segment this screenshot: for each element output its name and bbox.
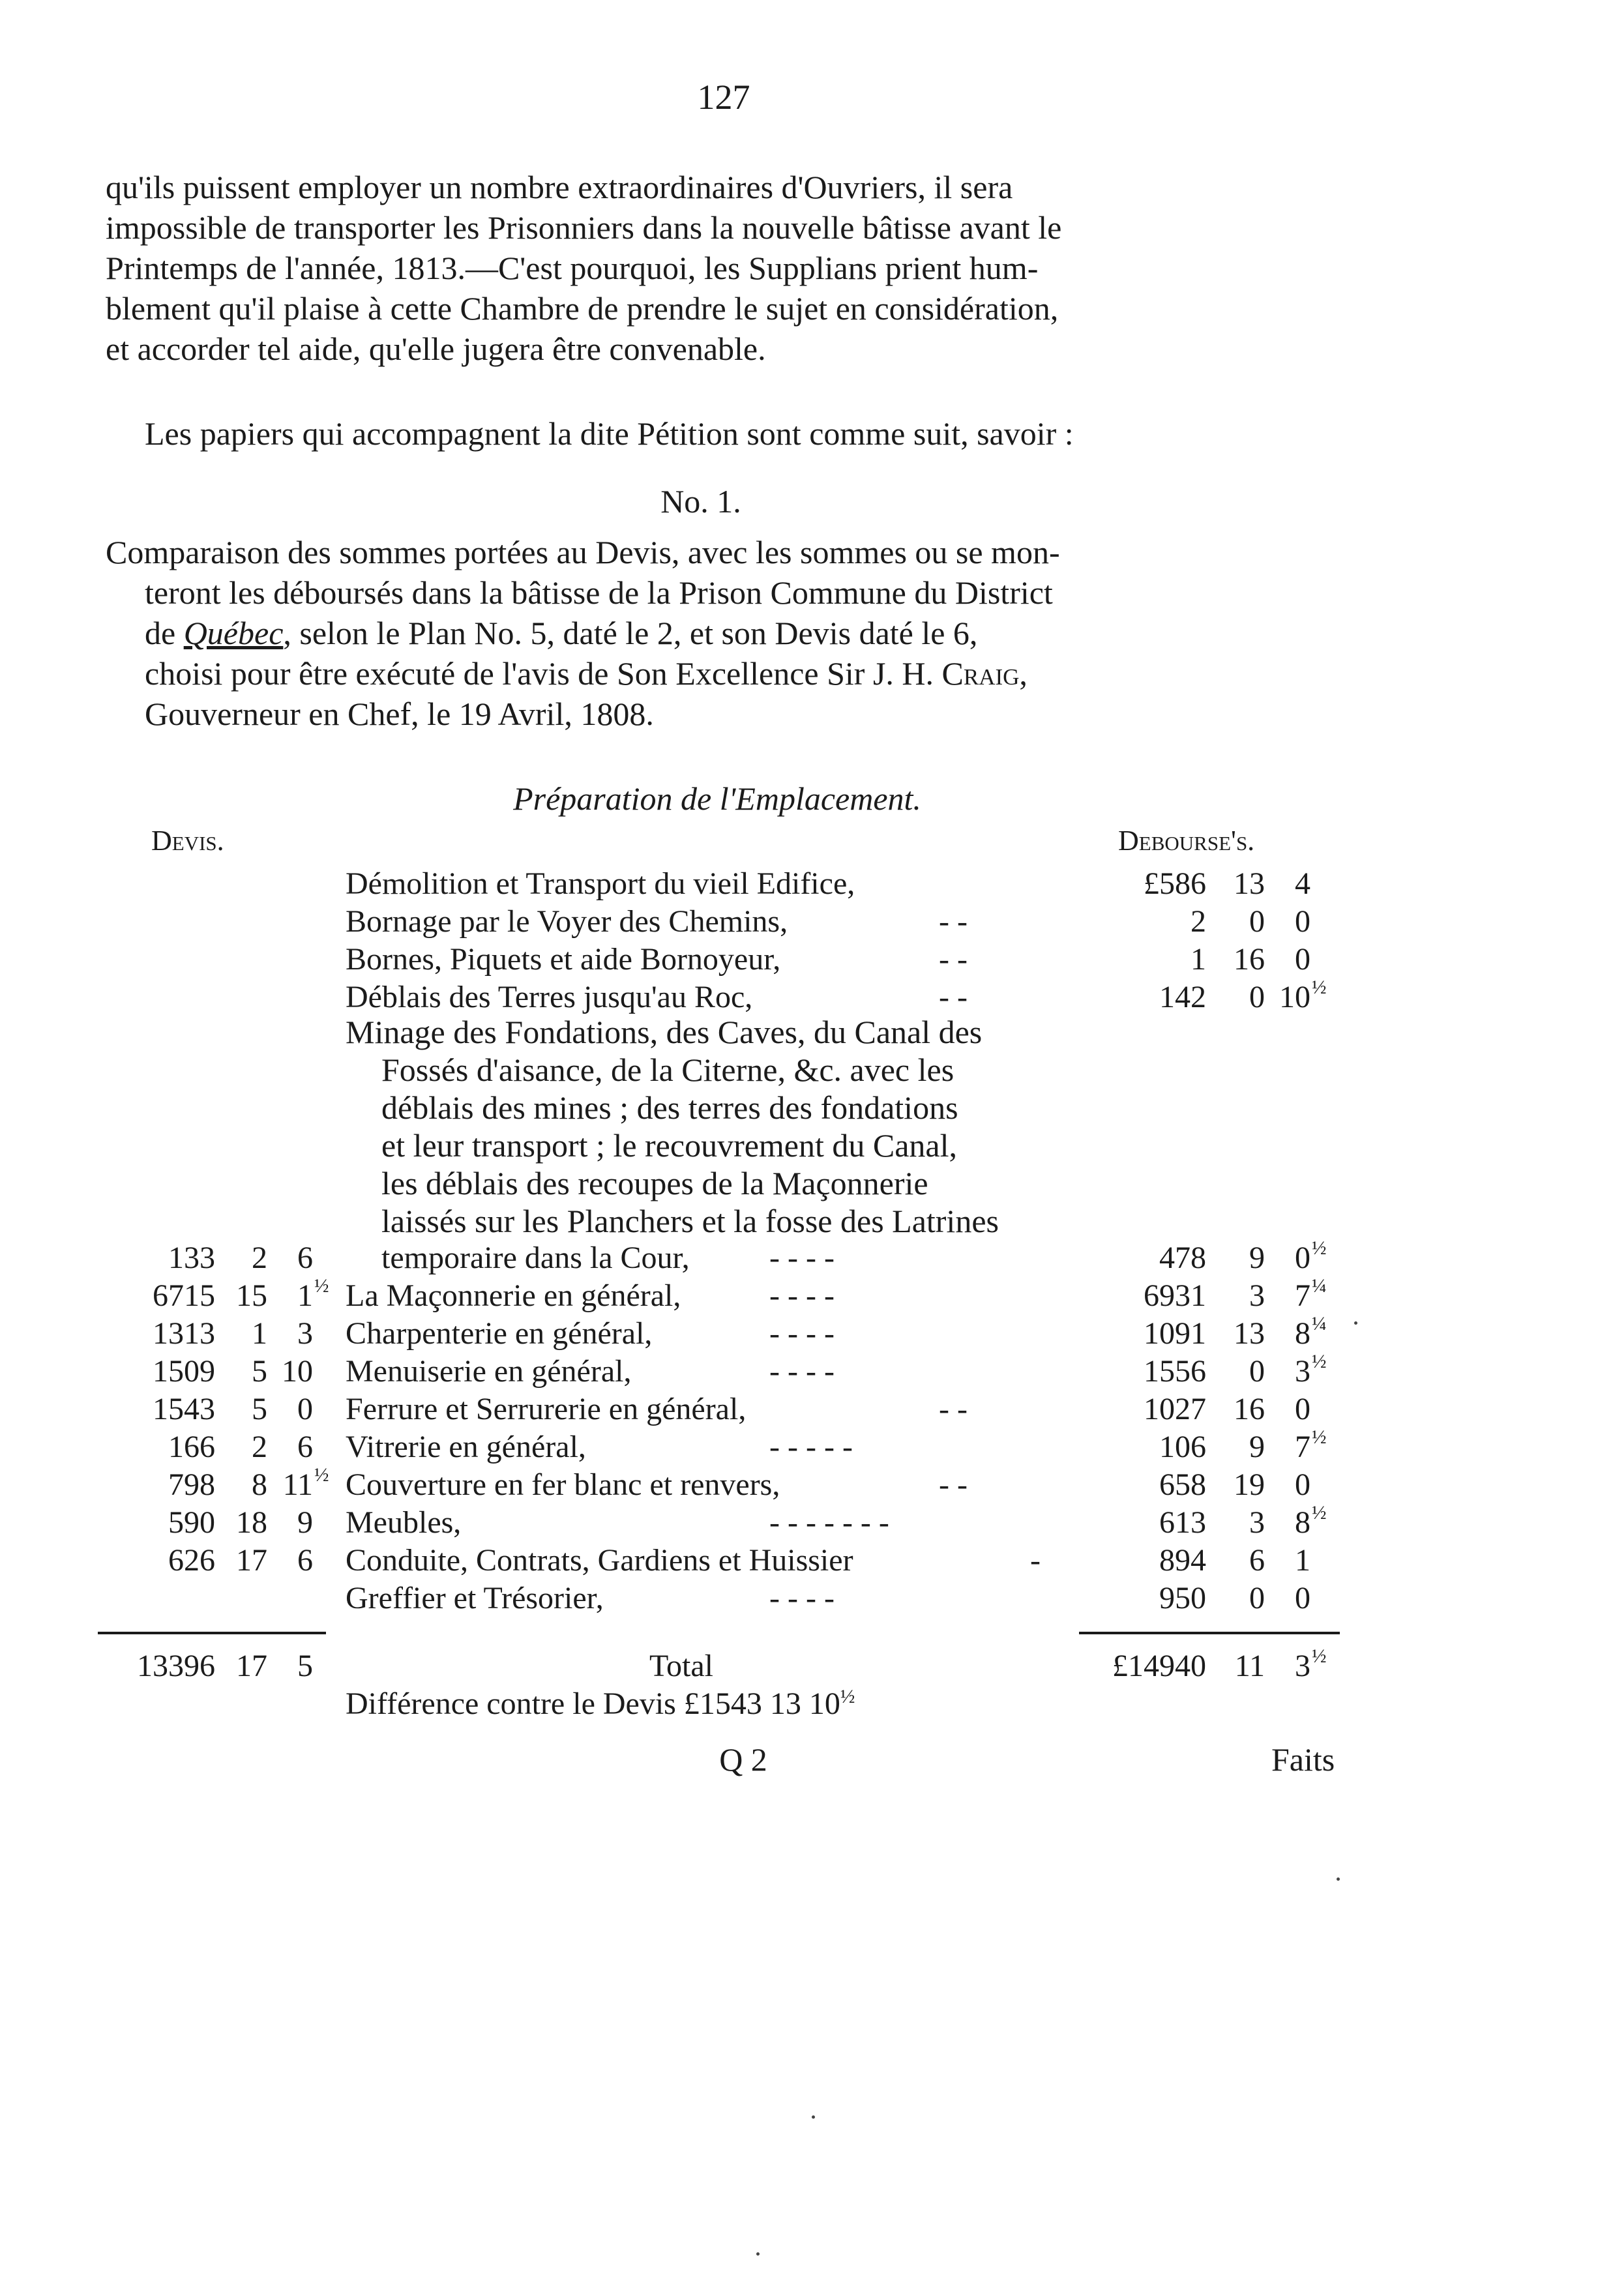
devis-shillings: 5 [252, 1392, 267, 1426]
debourse-pence: 0 [1295, 1241, 1310, 1275]
debourse-pence: 0 [1295, 1581, 1310, 1615]
catchword: Faits [1271, 1741, 1335, 1778]
row-description: Démolition et Transport du vieil Edifice, [346, 866, 855, 901]
debourse-pence: 1 [1295, 1543, 1310, 1578]
row-leader-dashes: - - [939, 1467, 968, 1502]
paragraph-line-3: Printemps de l'année, 1813.—C'est pourquoi, les Supplians prient hum- [106, 250, 1039, 286]
debourse-fraction: ½ [1312, 1351, 1327, 1372]
total-label: Total [649, 1649, 713, 1683]
row-description: Meubles, [346, 1505, 462, 1540]
minage-line-1: Minage des Fondations, des Caves, du Canal des [346, 1014, 983, 1050]
debourse-pounds: £586 [1144, 866, 1206, 901]
debourse-shillings: 3 [1249, 1505, 1265, 1540]
devis-pounds: 1509 [153, 1354, 215, 1389]
paragraph-line-5: et accorder tel aide, qu'elle jugera être convenable. [106, 331, 766, 367]
debourse-pence: 0 [1295, 942, 1310, 977]
row-description: Charpenterie en général, [346, 1316, 653, 1351]
debourse-shillings: 0 [1249, 980, 1265, 1014]
place-name: Québec [183, 615, 284, 651]
row-leader-dashes: - - [939, 980, 968, 1014]
document-number: No. 1. [660, 483, 741, 520]
devis-pounds: 133 [168, 1241, 215, 1275]
minage-line-3: déblais des mines ; des terres des fondations [381, 1089, 958, 1126]
row-description: Couverture en fer blanc et renvers, [346, 1467, 780, 1502]
row-leader-dashes: - - - - [769, 1278, 835, 1313]
debourse-fraction: ½ [1312, 1502, 1327, 1523]
comparison-line-3 [145, 614, 977, 652]
row-description: La Maçonnerie en général, [346, 1278, 681, 1313]
minage-line-6: laissés sur les Planchers et la fosse des Latrines [381, 1203, 999, 1239]
row-description: temporaire dans la Cour, [381, 1241, 690, 1275]
debourse-pounds: 6931 [1144, 1278, 1206, 1313]
debourses-header: Debourse's. [1118, 825, 1255, 857]
debourse-fraction: ½ [1312, 1426, 1327, 1448]
devis-pence: 0 [297, 1392, 313, 1426]
devis-shillings: 2 [252, 1241, 267, 1275]
difference-text: Différence contre le Devis £1543 13 10 [346, 1686, 840, 1721]
devis-total-pounds: 13396 [137, 1649, 215, 1683]
ink-speck [1354, 1321, 1357, 1325]
devis-pounds: 6715 [153, 1278, 215, 1313]
comparison-line-4-post: , [1019, 655, 1028, 692]
devis-pence: 10 [282, 1354, 313, 1389]
comparison-line-2: teront les déboursés dans la bâtisse de la Prison Commune du District [145, 574, 1053, 611]
debourse-pounds: 142 [1159, 980, 1206, 1014]
debourse-pence: 8 [1295, 1316, 1310, 1351]
devis-pence: 6 [297, 1430, 313, 1464]
devis-pounds: 1543 [153, 1392, 215, 1426]
intro-line: Les papiers qui accompagnent la dite Pétition sont comme suit, savoir : [145, 415, 1074, 452]
comparison-line-3-post: , selon le Plan No. 5, daté le 2, et son Devis daté le 6, [283, 615, 978, 651]
debourse-pounds: 1 [1191, 942, 1206, 977]
row-description: Ferrure et Serrurerie en général, [346, 1392, 747, 1426]
debourse-shillings: 0 [1249, 1581, 1265, 1615]
debourse-pounds: 1027 [1144, 1392, 1206, 1426]
debourse-total-shillings: 11 [1234, 1649, 1265, 1683]
debourse-pounds: 478 [1159, 1241, 1206, 1275]
debourse-fraction: ½ [1312, 1237, 1327, 1259]
comparison-line-5: Gouverneur en Chef, le 19 Avril, 1808. [145, 696, 654, 732]
debourse-total-pounds: £14940 [1112, 1649, 1206, 1683]
debourse-fraction: ½ [1312, 977, 1327, 998]
debourse-pounds: 1091 [1144, 1316, 1206, 1351]
devis-shillings: 1 [252, 1316, 267, 1351]
debourse-fraction: ¼ [1312, 1313, 1327, 1334]
devis-fraction: ½ [314, 1275, 329, 1297]
devis-header: Devis. [151, 825, 224, 857]
row-description: Vitrerie en général, [346, 1430, 586, 1464]
row-description: Bornes, Piquets et aide Bornoyeur, [346, 942, 781, 977]
row-description: Greffier et Trésorier, [346, 1581, 604, 1615]
debourse-pounds: 106 [1159, 1430, 1206, 1464]
debourse-pounds: 2 [1191, 904, 1206, 939]
devis-pence: 6 [297, 1241, 313, 1275]
devis-shillings: 15 [236, 1278, 267, 1313]
row-leader-dashes: - - [939, 904, 968, 939]
paragraph-line-1: qu'ils puissent employer un nombre extraordinaires d'Ouvriers, il sera [106, 169, 1013, 205]
governor-name: Craig [941, 655, 1020, 692]
debourse-pence: 7 [1295, 1430, 1310, 1464]
row-leader-dashes: - - [939, 942, 968, 977]
debourse-shillings: 13 [1234, 1316, 1265, 1351]
minage-line-2: Fossés d'aisance, de la Citerne, &c. avec les [381, 1052, 954, 1088]
devis-shillings: 8 [252, 1467, 267, 1502]
comparison-line-4-pre: choisi pour être exécuté de l'avis de Son Excellence Sir J. H. [145, 655, 942, 692]
devis-total-shillings: 17 [236, 1649, 267, 1683]
page-number: 127 [697, 78, 750, 117]
devis-pounds: 590 [168, 1505, 215, 1540]
section-title: Préparation de l'Emplacement. [513, 780, 921, 817]
debourse-shillings: 0 [1249, 1354, 1265, 1389]
debourse-pence: 10 [1279, 980, 1310, 1014]
comparison-line-3-pre: de [145, 615, 184, 651]
debourse-pence: 7 [1295, 1278, 1310, 1313]
row-leader-dashes: - - - - - [769, 1430, 853, 1464]
signature-mark: Q 2 [719, 1741, 767, 1778]
row-leader-dashes: - - - - - - - [769, 1505, 889, 1540]
debourse-shillings: 9 [1249, 1430, 1265, 1464]
paragraph-line-2: impossible de transporter les Prisonniers dans la nouvelle bâtisse avant le [106, 209, 1062, 246]
debourse-fraction: ¼ [1312, 1275, 1327, 1297]
minage-line-5: les déblais des recoupes de la Maçonnerie [381, 1165, 928, 1201]
ink-speck [1337, 1877, 1340, 1881]
devis-pence: 1 [297, 1278, 313, 1313]
comparison-line-4 [145, 655, 1028, 692]
debourse-pence: 4 [1295, 866, 1310, 901]
comparison-line-1: Comparaison des sommes portées au Devis, avec les sommes ou se mon- [106, 534, 1060, 570]
debourse-shillings: 16 [1234, 942, 1265, 977]
row-description: Bornage par le Voyer des Chemins, [346, 904, 788, 939]
paragraph-line-4: blement qu'il plaise à cette Chambre de prendre le sujet en considération, [106, 290, 1059, 327]
row-description: Conduite, Contrats, Gardiens et Huissier [346, 1543, 853, 1578]
debourse-total-pence: 3 [1295, 1649, 1310, 1683]
devis-pence: 9 [297, 1505, 313, 1540]
devis-pounds: 798 [168, 1467, 215, 1502]
row-description: Menuiserie en général, [346, 1354, 632, 1389]
difference-fraction: ½ [840, 1686, 855, 1707]
row-leader-dashes: - - - - [769, 1581, 835, 1615]
devis-shillings: 2 [252, 1430, 267, 1464]
devis-pence: 6 [297, 1543, 313, 1578]
debourse-pounds: 658 [1159, 1467, 1206, 1502]
ink-speck [756, 2252, 760, 2256]
debourse-pence: 8 [1295, 1505, 1310, 1540]
row-description: Déblais des Terres jusqu'au Roc, [346, 980, 753, 1014]
debourse-pence: 0 [1295, 1467, 1310, 1502]
debourses-total-rule [1079, 1632, 1340, 1634]
row-leader-dashes: - [1030, 1543, 1041, 1578]
debourse-pence: 0 [1295, 1392, 1310, 1426]
debourse-pounds: 950 [1159, 1581, 1206, 1615]
debourse-shillings: 3 [1249, 1278, 1265, 1313]
debourse-pounds: 613 [1159, 1505, 1206, 1540]
devis-shillings: 18 [236, 1505, 267, 1540]
devis-shillings: 17 [236, 1543, 267, 1578]
debourse-shillings: 13 [1234, 866, 1265, 901]
debourse-pence: 3 [1295, 1354, 1310, 1389]
devis-total-rule [98, 1632, 326, 1634]
devis-pounds: 166 [168, 1430, 215, 1464]
row-leader-dashes: - - - - [769, 1316, 835, 1351]
devis-shillings: 5 [252, 1354, 267, 1389]
devis-pence: 11 [282, 1467, 313, 1502]
debourse-shillings: 16 [1234, 1392, 1265, 1426]
row-leader-dashes: - - - - [769, 1354, 835, 1389]
debourse-shillings: 9 [1249, 1241, 1265, 1275]
difference-line [346, 1686, 855, 1722]
devis-pounds: 1313 [153, 1316, 215, 1351]
ink-speck [812, 2115, 815, 2119]
debourse-pounds: 1556 [1144, 1354, 1206, 1389]
debourse-shillings: 6 [1249, 1543, 1265, 1578]
devis-pounds: 626 [168, 1543, 215, 1578]
minage-line-4: et leur transport ; le recouvrement du Canal, [381, 1127, 958, 1164]
debourse-shillings: 19 [1234, 1467, 1265, 1502]
debourse-shillings: 0 [1249, 904, 1265, 939]
debourse-pence: 0 [1295, 904, 1310, 939]
debourse-total-fraction: ½ [1312, 1645, 1327, 1667]
devis-fraction: ½ [314, 1464, 329, 1486]
devis-pence: 3 [297, 1316, 313, 1351]
row-leader-dashes: - - [939, 1392, 968, 1426]
devis-total-pence: 5 [297, 1649, 313, 1683]
row-leader-dashes: - - - - [769, 1241, 835, 1275]
debourse-pounds: 894 [1159, 1543, 1206, 1578]
